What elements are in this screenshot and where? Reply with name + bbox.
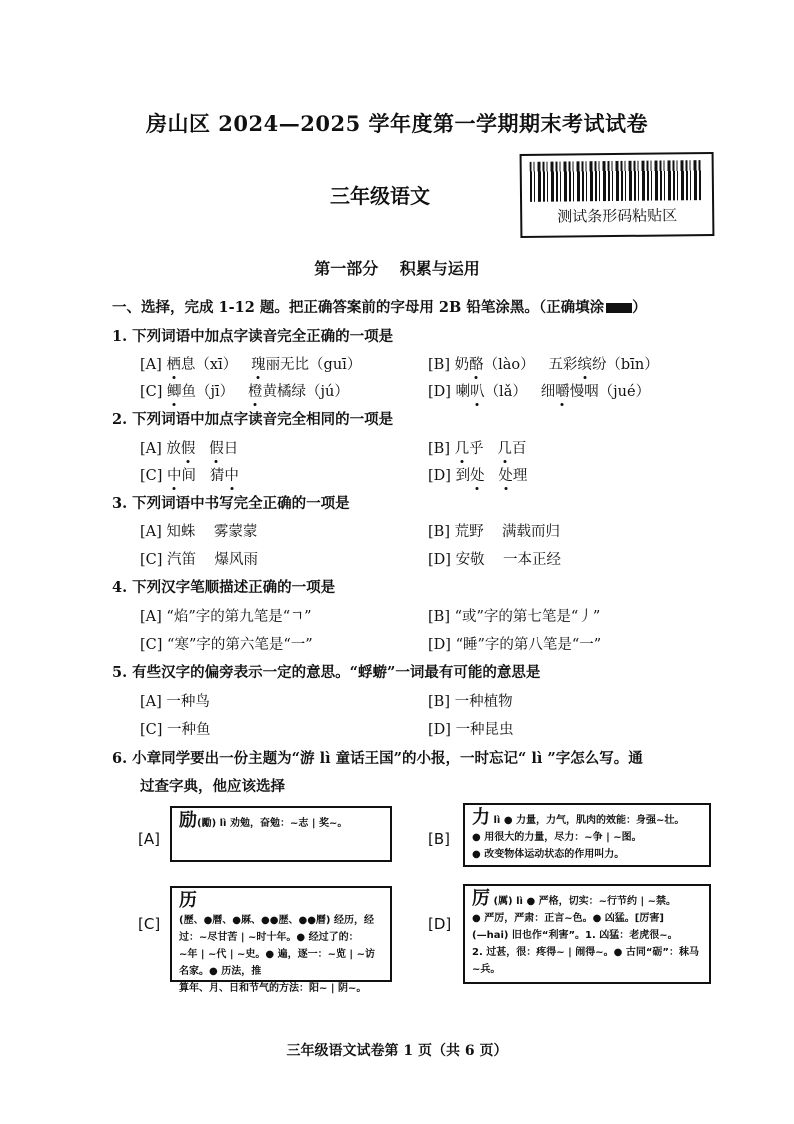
page-footer: 三年级语文试卷第 1 页（共 6 页） [286, 1043, 508, 1059]
option-4c[interactable]: [C] “寒”字的第六笔是“一” [140, 637, 313, 653]
section-text: 一、选择，完成 1-12 题。把正确答案前的字母用 2B 铅笔涂黑。（正确填涂 [112, 299, 605, 316]
dict-line: 算年、月、日和节气的方法：阳~ | 阴~。 [179, 983, 367, 994]
option-6a-label[interactable]: [A] [138, 830, 160, 848]
dict-line: lì ● 力量，力气，肌肉的效能：身强~壮。 [493, 815, 685, 826]
barcode-icon [530, 160, 702, 202]
option-2b[interactable]: [B] 几乎 几百 [428, 441, 527, 457]
part-name: 积累与运用 [399, 259, 480, 278]
question-6-line2: 过查字典，他应该选择 [140, 778, 285, 795]
option-1d[interactable]: [D] 喇叭（lǎ） 细嚼慢咽（jué） [428, 384, 651, 400]
question-5: 5. 有些汉字的偏旁表示一定的意思。“蜉蝣”一词最有可能的意思是 [112, 664, 541, 681]
option-2c[interactable]: [C] 中间 猜中 [140, 468, 239, 484]
option-4a[interactable]: [A] “焰”字的第九笔是“ㄱ” [140, 609, 312, 625]
dict-line: 2. 过甚，很：疼得~ | 闹得~。● 古同“砺”：秣马~兵。 [472, 947, 699, 975]
dict-head: 厉 [472, 888, 490, 909]
option-3c[interactable]: [C] 汽笛 爆风雨 [140, 552, 258, 568]
barcode-area [520, 152, 715, 238]
option-3d[interactable]: [D] 安敬 一本正经 [428, 552, 561, 568]
option-5c[interactable]: [C] 一种鱼 [140, 722, 211, 738]
dict-line: (—hai) 旧也作“利害”。1. 凶猛：老虎很~。 [472, 930, 678, 941]
option-4d[interactable]: [D] “睡”字的第八笔是“一” [428, 637, 602, 653]
option-2d[interactable]: [D] 到处 处理 [428, 468, 528, 484]
option-2a[interactable]: [A] 放假 假日 [140, 441, 239, 457]
part-heading [0, 256, 794, 279]
part-label: 第一部分 [314, 259, 379, 278]
option-5b[interactable]: [B] 一种植物 [428, 694, 513, 710]
dict-head: 历 [179, 890, 197, 911]
dict-head: 励 [179, 810, 197, 831]
option-4b[interactable]: [B] “或”字的第七笔是“丿” [428, 609, 601, 625]
option-5a[interactable]: [A] 一种鸟 [140, 694, 210, 710]
barcode-label: 测试条形码粘贴区 [557, 206, 678, 226]
dict-line: ~年 | ~代 | ~史。● 遍，逐一：~览 | ~访名家。● 历法，推 [179, 949, 375, 977]
question-6: 6. 小章同学要出一份主题为“游 lì 童话王国”的小报，一时忘记“ lì ”字怎么写。通 [112, 750, 643, 767]
exam-title: 房山区 2024—2025 学年度第一学期期末考试试卷 [145, 111, 648, 136]
question-1: 1. 下列词语中加点字读音完全正确的一项是 [112, 328, 394, 345]
question-4: 4. 下列汉字笔顺描述正确的一项是 [112, 579, 336, 596]
option-6d-label[interactable]: [D] [428, 915, 452, 933]
option-1a[interactable]: [A] 栖息（xī） 瑰丽无比（guī） [140, 357, 362, 373]
subject-title: 三年级语文 [330, 184, 430, 208]
option-3b[interactable]: [B] 荒野 满载而归 [428, 524, 561, 540]
question-2: 2. 下列词语中加点字读音完全相同的一项是 [112, 411, 394, 428]
dict-line: (歷、●曆、●厤、●●歴、●●曆) 经历，经过：~尽甘苦 | ~时十年。● 经过了的： [179, 915, 374, 943]
dict-line: ● 改变物体运动状态的作用叫力。 [472, 849, 625, 860]
option-6c-label[interactable]: [C] [138, 915, 161, 933]
dict-line: ● 用很大的力量，尽力：~争 | ~图。 [472, 832, 642, 843]
dict-line: (勵) lì 劝勉，奋勉：~志 | 奖~。 [197, 818, 348, 829]
question-3: 3. 下列词语中书写完全正确的一项是 [112, 495, 350, 512]
dict-line: ● 严厉，严肃：正言~色。● 凶猛。[厉害] [472, 913, 664, 924]
dict-head: 力 [472, 807, 490, 828]
dict-line: (厲) lì ● 严格，切实：~行节约 | ~禁。 [493, 896, 677, 907]
option-6b-box[interactable] [463, 803, 711, 867]
option-1c[interactable]: [C] 鲫鱼（jī） 橙黄橘绿（jú） [140, 384, 349, 400]
filled-box-icon [606, 303, 632, 313]
option-1b[interactable]: [B] 奶酪（lào） 五彩缤纷（bīn） [428, 357, 659, 373]
option-6d-box[interactable] [463, 884, 711, 984]
option-6a-box[interactable] [170, 806, 392, 862]
section-close: ） [632, 299, 647, 316]
section-instruction [112, 296, 647, 317]
option-5d[interactable]: [D] 一种昆虫 [428, 722, 514, 738]
option-3a[interactable]: [A] 知蛛 雾蒙蒙 [140, 524, 258, 540]
option-6b-label[interactable]: [B] [428, 830, 450, 848]
option-6c-box[interactable] [170, 886, 392, 994]
